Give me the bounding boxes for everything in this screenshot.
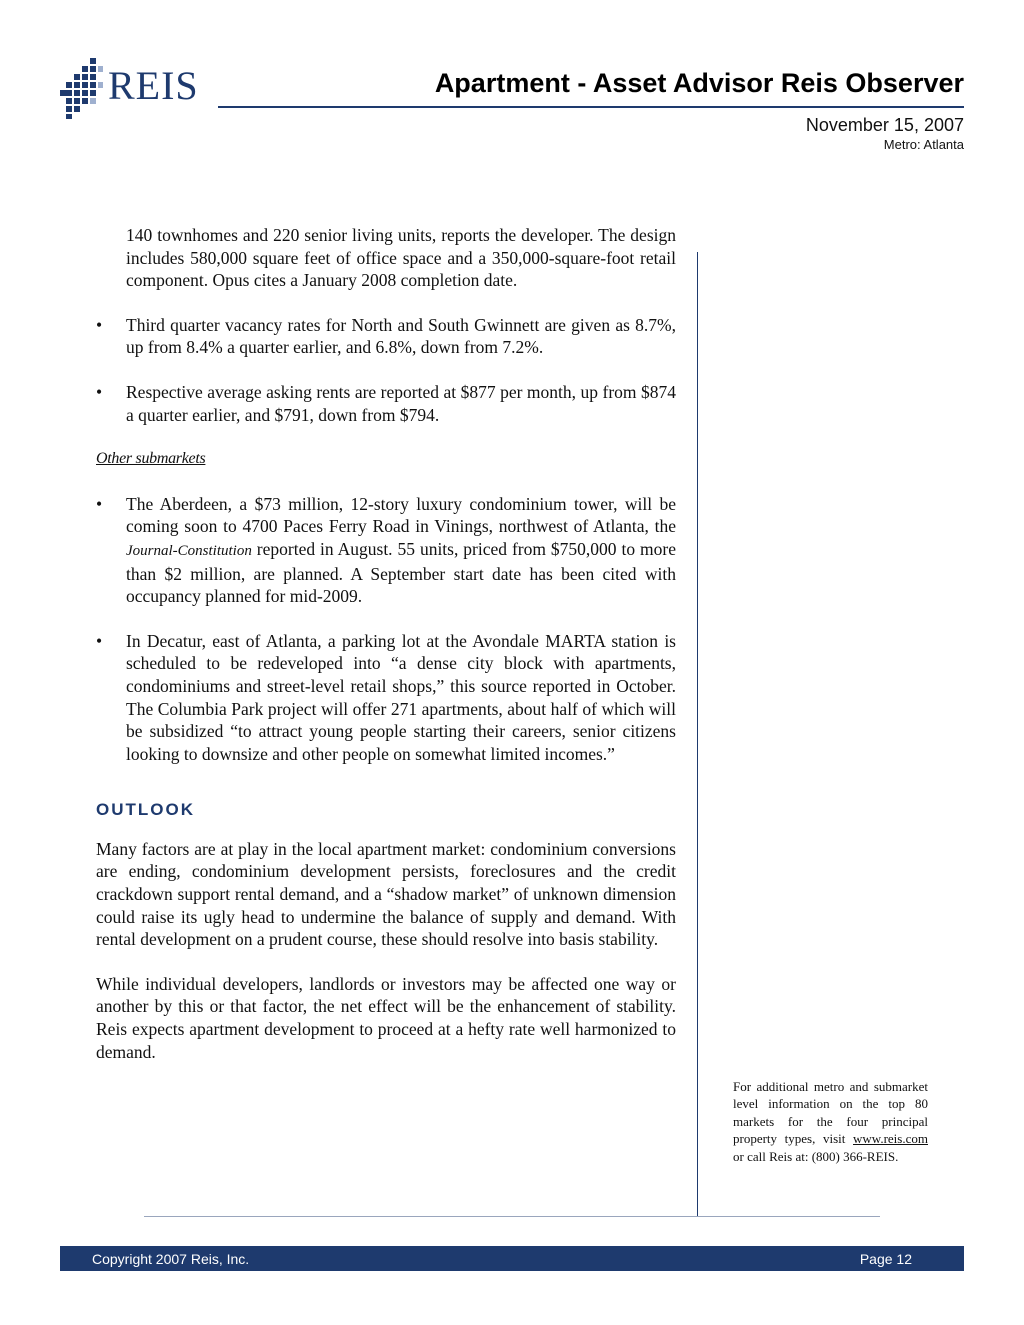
metro-label: Metro: Atlanta (883, 137, 964, 152)
logo-wordmark: REIS (108, 63, 199, 108)
sidebar-note (733, 1078, 928, 1165)
reis-website-link[interactable]: www.reis.com (853, 1131, 928, 1147)
publication-name: Journal-Constitution (126, 542, 252, 559)
bullet-icon: • (96, 493, 103, 514)
bottom-divider (144, 1216, 880, 1217)
bullet-text: Third quarter vacancy rates for North and South Gwinnett are given as 8.7%, up from 8.4% a quarter earlier, and 6.8%, down from 7.2%. (126, 314, 676, 358)
bullet-text: Respective average asking rents are reported at $877 per month, up from $874 a quarter earlier, and $791, down from $794. (126, 381, 676, 425)
sidebar-text: or call Reis at: (800) 366-REIS. (733, 1148, 899, 1164)
page-footer (60, 1246, 964, 1271)
main-column (96, 224, 676, 1063)
report-title: Apartment - Asset Advisor Reis Observer (434, 68, 964, 98)
outlook-paragraph-1: Many factors are at play in the local apartment market: condominium conversions are ending, condominium development persists, foreclosures and the credit crackdown support rental demand, and a “shadow market” of unknown dimension could raise its ugly head to undermine the balance of supply and demand. With rental development on a prudent course, these should resolve into basis stability. (96, 838, 676, 950)
outlook-paragraph-2: While individual developers, landlords or investors may be affected one way or another by this or that factor, the net effect will be the enhancement of stability. Reis expects apartment development to proceed at a hefty rate well harmonized to demand. (96, 973, 676, 1062)
sidebar-text: For additional metro and submarket level information on the top 80 markets for the four principal property types, visit (733, 1079, 928, 1147)
column-divider (697, 252, 698, 1216)
list-item (96, 630, 676, 766)
section-subheading: Other submarkets (96, 450, 206, 468)
outlook-heading: OUTLOOK (96, 800, 195, 820)
header-divider (218, 106, 964, 108)
list-item (96, 493, 676, 608)
bullet-icon: • (96, 630, 103, 651)
list-item (96, 314, 676, 359)
bullet-text: The Aberdeen, a $73 million, 12-story luxury condominium tower, will be coming soon to 4700 Paces Ferry Road in Vinings, northwest of Atlanta, the (126, 493, 676, 537)
bullet-icon: • (96, 314, 103, 335)
page-number: Page 12 (859, 1251, 912, 1267)
report-date: November 15, 2007 (805, 115, 964, 135)
copyright-text: Copyright 2007 Reis, Inc. (92, 1251, 250, 1267)
list-item (96, 381, 676, 426)
bullet-text: In Decatur, east of Atlanta, a parking lot at the Avondale MARTA station is scheduled to be redeveloped into “a dense city block with apartments, condominiums and street-level retail shops,” this source reported in October. The Columbia Park project will offer 271 apartments, about half of which will be subsidized “to attract young people starting their careers, senior citizens looking to downsize and other people on somewhat limited incomes.” (126, 630, 676, 764)
bullet-icon: • (96, 381, 103, 402)
continuation-paragraph: 140 townhomes and 220 senior living units, reports the developer. The design includes 580,000 square feet of office space and a 350,000-square-foot retail component. Opus cites a January 2008 completion date. (126, 225, 676, 291)
bullet-text: reported in August. 55 units, priced from $750,000 to more than $2 million, are planned. A September start date has been cited with occupancy planned for mid-2009. (126, 538, 676, 607)
